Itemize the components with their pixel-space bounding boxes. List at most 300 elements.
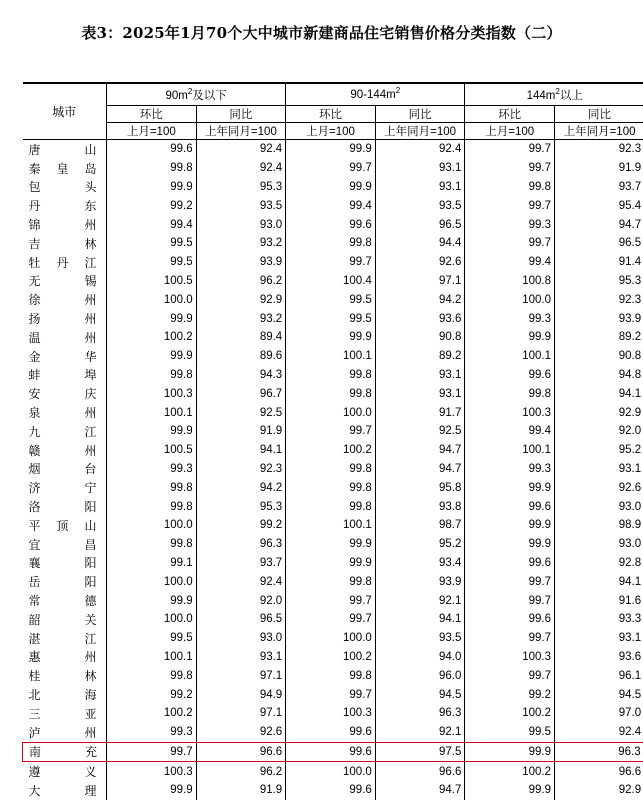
city-char: 包 xyxy=(28,180,41,195)
table-body xyxy=(23,140,643,800)
small-yoy-cell: 95.3 xyxy=(196,178,286,197)
city-char: 阳 xyxy=(84,500,97,515)
medium-yoy-cell: 96.0 xyxy=(375,666,465,685)
city-cell xyxy=(23,535,107,554)
large-yoy-cell: 98.9 xyxy=(554,516,643,535)
city-char: 赣 xyxy=(28,443,41,458)
city-char: 烟 xyxy=(28,462,41,477)
city-char: 吉 xyxy=(28,236,41,251)
medium-yoy-cell: 90.8 xyxy=(375,328,465,347)
medium-mom-cell: 99.8 xyxy=(286,572,376,591)
city-cell xyxy=(23,742,107,762)
large-yoy-cell: 93.3 xyxy=(554,610,643,629)
city-cell xyxy=(23,309,107,328)
table-row xyxy=(23,253,643,272)
small-yoy-cell: 94.3 xyxy=(196,366,286,385)
small-mom-cell: 99.9 xyxy=(107,309,197,328)
small-yoy-cell: 92.0 xyxy=(196,591,286,610)
city-name xyxy=(29,254,97,271)
table-row xyxy=(23,762,643,781)
city-cell xyxy=(23,272,107,291)
city-name xyxy=(29,197,97,214)
city-cell xyxy=(23,366,107,385)
city-char: 秦 xyxy=(28,161,41,176)
small-mom-cell: 100.3 xyxy=(107,384,197,403)
large-yoy-cell: 96.3 xyxy=(554,742,643,762)
city-name xyxy=(29,630,97,647)
city-name xyxy=(29,366,97,383)
large-yoy-cell: 91.4 xyxy=(554,253,643,272)
large-mom-cell: 100.0 xyxy=(465,290,555,309)
small-yoy-cell: 96.7 xyxy=(196,384,286,403)
large-mom-cell: 99.6 xyxy=(465,497,555,516)
medium-yoy-cell: 92.4 xyxy=(375,140,465,159)
city-char: 江 xyxy=(84,631,97,646)
city-char: 无 xyxy=(28,274,41,289)
medium-yoy-cell: 93.5 xyxy=(375,196,465,215)
medium-yoy-cell: 93.1 xyxy=(375,384,465,403)
small-yoy-cell: 93.2 xyxy=(196,309,286,328)
large-mom-cell: 99.5 xyxy=(465,723,555,742)
small-mom-cell: 100.0 xyxy=(107,290,197,309)
table-row xyxy=(23,516,643,535)
medium-mom-cell: 99.5 xyxy=(286,290,376,309)
small-yoy-cell: 94.9 xyxy=(196,685,286,704)
medium-mom-cell: 99.9 xyxy=(286,535,376,554)
city-name xyxy=(29,686,97,703)
city-char: 蚌 xyxy=(28,368,41,383)
table-row xyxy=(23,591,643,610)
small-yoy-cell: 97.1 xyxy=(196,704,286,723)
city-name xyxy=(29,348,97,365)
small-yoy-cell: 93.5 xyxy=(196,196,286,215)
city-name xyxy=(29,442,97,459)
large-yoy-cell: 93.9 xyxy=(554,309,643,328)
city-char: 头 xyxy=(84,180,97,195)
table-row xyxy=(23,272,643,291)
medium-mom-cell: 99.8 xyxy=(286,666,376,685)
mom-base: 上月=100 xyxy=(107,123,197,140)
large-mom-cell: 99.3 xyxy=(465,215,555,234)
table-row xyxy=(23,234,643,253)
city-cell xyxy=(23,554,107,573)
small-mom-cell: 99.8 xyxy=(107,478,197,497)
small-mom-cell: 100.2 xyxy=(107,704,197,723)
small-mom-cell: 99.9 xyxy=(107,781,197,800)
small-yoy-cell: 99.2 xyxy=(196,516,286,535)
small-mom-cell: 100.1 xyxy=(107,403,197,422)
mom-header: 环比 xyxy=(107,106,197,123)
group-header-medium: $90-144m^2$ xyxy=(286,83,465,106)
medium-mom-cell: 99.6 xyxy=(286,723,376,742)
small-mom-cell: 99.8 xyxy=(107,666,197,685)
city-name xyxy=(29,479,97,496)
city-cell xyxy=(23,666,107,685)
mom-base: 上月=100 xyxy=(465,123,555,140)
table-row xyxy=(23,347,643,366)
medium-mom-cell: 100.2 xyxy=(286,441,376,460)
small-yoy-cell: 89.4 xyxy=(196,328,286,347)
large-mom-cell: 99.7 xyxy=(465,666,555,685)
city-cell xyxy=(23,516,107,535)
large-mom-cell: 99.7 xyxy=(465,140,555,159)
medium-yoy-cell: 93.1 xyxy=(375,366,465,385)
medium-mom-cell: 100.1 xyxy=(286,516,376,535)
city-char: 林 xyxy=(84,236,97,251)
medium-yoy-cell: 97.1 xyxy=(375,272,465,291)
city-name xyxy=(29,667,97,684)
city-char: 九 xyxy=(28,424,41,439)
small-mom-cell: 99.9 xyxy=(107,422,197,441)
city-char: 唐 xyxy=(28,142,41,157)
medium-yoy-cell: 94.7 xyxy=(375,460,465,479)
city-name xyxy=(29,705,97,722)
city-char: 惠 xyxy=(28,650,41,665)
medium-yoy-cell: 94.1 xyxy=(375,610,465,629)
medium-yoy-cell: 94.7 xyxy=(375,441,465,460)
medium-yoy-cell: 92.1 xyxy=(375,591,465,610)
large-yoy-cell: 93.1 xyxy=(554,460,643,479)
city-char: 洛 xyxy=(28,500,41,515)
small-mom-cell: 99.8 xyxy=(107,535,197,554)
small-yoy-cell: 93.0 xyxy=(196,629,286,648)
city-cell xyxy=(23,140,107,159)
city-cell xyxy=(23,159,107,178)
city-char: 顶 xyxy=(56,518,69,533)
medium-mom-cell: 99.8 xyxy=(286,460,376,479)
table-row xyxy=(23,648,643,667)
medium-yoy-cell: 94.2 xyxy=(375,290,465,309)
city-char: 济 xyxy=(28,481,41,496)
city-cell xyxy=(23,234,107,253)
large-yoy-cell: 93.1 xyxy=(554,629,643,648)
table-row xyxy=(23,572,643,591)
table-row xyxy=(23,403,643,422)
small-yoy-cell: 96.3 xyxy=(196,535,286,554)
city-char: 亚 xyxy=(84,706,97,721)
table-row xyxy=(23,422,643,441)
city-char: 襄 xyxy=(28,556,41,571)
medium-yoy-cell: 98.7 xyxy=(375,516,465,535)
city-char: 州 xyxy=(84,293,97,308)
city-name xyxy=(29,329,97,346)
medium-mom-cell: 99.6 xyxy=(286,781,376,800)
small-yoy-cell: 92.4 xyxy=(196,572,286,591)
city-cell xyxy=(23,196,107,215)
large-yoy-cell: 92.6 xyxy=(554,478,643,497)
small-yoy-cell: 93.1 xyxy=(196,648,286,667)
medium-yoy-cell: 92.5 xyxy=(375,422,465,441)
city-char: 江 xyxy=(84,424,97,439)
city-name xyxy=(29,160,97,177)
small-yoy-cell: 92.4 xyxy=(196,140,286,159)
city-char: 北 xyxy=(28,688,41,702)
large-mom-cell: 99.9 xyxy=(465,781,555,800)
city-cell xyxy=(23,497,107,516)
small-mom-cell: 100.5 xyxy=(107,441,197,460)
large-yoy-cell: 95.2 xyxy=(554,441,643,460)
city-cell xyxy=(23,629,107,648)
city-cell xyxy=(23,384,107,403)
city-cell xyxy=(23,685,107,704)
city-cell xyxy=(23,347,107,366)
city-cell xyxy=(23,723,107,742)
large-yoy-cell: 95.4 xyxy=(554,196,643,215)
small-mom-cell: 100.2 xyxy=(107,328,197,347)
city-char: 东 xyxy=(84,199,97,214)
group-header-small: $90m^2$及以下 xyxy=(107,83,286,106)
small-mom-cell: 99.5 xyxy=(107,234,197,253)
city-name xyxy=(29,291,97,308)
large-mom-cell: 99.9 xyxy=(465,328,555,347)
table-row-highlighted xyxy=(23,742,643,762)
city-char: 州 xyxy=(84,312,97,327)
medium-yoy-cell: 94.7 xyxy=(375,781,465,800)
small-yoy-cell: 92.3 xyxy=(196,460,286,479)
city-char: 林 xyxy=(84,669,97,684)
city-name xyxy=(29,536,97,553)
city-char: 徐 xyxy=(28,293,41,308)
medium-mom-cell: 99.4 xyxy=(286,196,376,215)
city-char: 泉 xyxy=(28,406,41,421)
medium-yoy-cell: 95.8 xyxy=(375,478,465,497)
medium-mom-cell: 99.7 xyxy=(286,253,376,272)
city-char: 韶 xyxy=(28,612,41,627)
city-char: 湛 xyxy=(28,631,41,646)
medium-mom-cell: 99.6 xyxy=(286,742,376,762)
city-char: 山 xyxy=(84,518,97,533)
large-mom-cell: 99.7 xyxy=(465,196,555,215)
table-row xyxy=(23,384,643,403)
small-mom-cell: 99.9 xyxy=(107,347,197,366)
price-index-table xyxy=(22,82,643,800)
large-yoy-cell: 92.9 xyxy=(554,781,643,800)
city-char: 三 xyxy=(28,706,41,721)
table-row xyxy=(23,290,643,309)
city-char: 锦 xyxy=(28,218,41,233)
city-char: 州 xyxy=(84,406,97,421)
city-cell xyxy=(23,215,107,234)
city-char: 华 xyxy=(84,349,97,364)
medium-yoy-cell: 96.3 xyxy=(375,704,465,723)
city-name xyxy=(29,423,97,440)
city-name xyxy=(29,404,97,421)
city-char: 锡 xyxy=(84,274,97,289)
large-mom-cell: 99.6 xyxy=(465,554,555,573)
city-cell xyxy=(23,290,107,309)
table-row xyxy=(23,497,643,516)
large-yoy-cell: 92.3 xyxy=(554,140,643,159)
city-cell xyxy=(23,178,107,197)
city-char: 宜 xyxy=(28,537,41,552)
city-name xyxy=(29,460,97,477)
large-yoy-cell: 93.0 xyxy=(554,535,643,554)
table-row xyxy=(23,460,643,479)
small-mom-cell: 99.8 xyxy=(107,497,197,516)
small-yoy-cell: 96.5 xyxy=(196,610,286,629)
table-row xyxy=(23,178,643,197)
city-cell xyxy=(23,762,107,781)
medium-yoy-cell: 93.1 xyxy=(375,178,465,197)
city-char: 安 xyxy=(28,387,41,402)
medium-yoy-cell: 93.5 xyxy=(375,629,465,648)
large-yoy-cell: 92.4 xyxy=(554,723,643,742)
large-yoy-cell: 91.9 xyxy=(554,159,643,178)
city-char: 州 xyxy=(84,218,97,233)
medium-mom-cell: 99.7 xyxy=(286,685,376,704)
small-yoy-cell: 96.2 xyxy=(196,762,286,781)
large-mom-cell: 100.8 xyxy=(465,272,555,291)
yoy-base: 上年同月=100 xyxy=(196,123,286,140)
large-yoy-cell: 92.0 xyxy=(554,422,643,441)
city-name xyxy=(29,141,97,158)
small-mom-cell: 99.2 xyxy=(107,196,197,215)
small-mom-cell: 99.1 xyxy=(107,554,197,573)
large-mom-cell: 100.1 xyxy=(465,347,555,366)
city-name xyxy=(29,573,97,590)
medium-mom-cell: 100.4 xyxy=(286,272,376,291)
table-row xyxy=(23,610,643,629)
city-char: 关 xyxy=(84,612,97,627)
small-mom-cell: 100.0 xyxy=(107,516,197,535)
large-mom-cell: 99.7 xyxy=(465,572,555,591)
city-char: 州 xyxy=(84,330,97,345)
large-mom-cell: 99.9 xyxy=(465,535,555,554)
medium-mom-cell: 99.8 xyxy=(286,478,376,497)
mom-header: 环比 xyxy=(286,106,376,123)
medium-mom-cell: 100.3 xyxy=(286,704,376,723)
city-cell xyxy=(23,704,107,723)
large-yoy-cell: 94.8 xyxy=(554,366,643,385)
medium-mom-cell: 99.7 xyxy=(286,610,376,629)
yoy-base: 上年同月=100 xyxy=(554,123,643,140)
city-char: 牡 xyxy=(28,255,41,270)
small-yoy-cell: 92.6 xyxy=(196,723,286,742)
large-mom-cell: 99.6 xyxy=(465,366,555,385)
large-mom-cell: 100.2 xyxy=(465,762,555,781)
city-char: 泸 xyxy=(28,725,41,740)
small-mom-cell: 99.9 xyxy=(107,591,197,610)
table-row xyxy=(23,554,643,573)
small-mom-cell: 100.1 xyxy=(107,648,197,667)
city-char: 州 xyxy=(84,443,97,458)
city-char: 义 xyxy=(84,765,97,780)
medium-mom-cell: 99.9 xyxy=(286,554,376,573)
large-yoy-cell: 96.1 xyxy=(554,666,643,685)
small-yoy-cell: 96.6 xyxy=(196,742,286,762)
table-row xyxy=(23,535,643,554)
medium-mom-cell: 99.5 xyxy=(286,309,376,328)
city-cell xyxy=(23,253,107,272)
small-yoy-cell: 93.9 xyxy=(196,253,286,272)
city-char: 岳 xyxy=(28,575,41,590)
city-name xyxy=(29,554,97,571)
city-char: 丹 xyxy=(56,255,69,270)
medium-yoy-cell: 92.6 xyxy=(375,253,465,272)
small-mom-cell: 99.3 xyxy=(107,460,197,479)
city-char: 平 xyxy=(28,518,41,533)
city-char: 江 xyxy=(84,255,97,270)
yoy-base: 上年同月=100 xyxy=(375,123,465,140)
mom-header: 环比 xyxy=(465,106,555,123)
table-row xyxy=(23,328,643,347)
city-name xyxy=(29,310,97,327)
city-char: 德 xyxy=(84,594,97,609)
large-yoy-cell: 89.2 xyxy=(554,328,643,347)
medium-mom-cell: 100.0 xyxy=(286,629,376,648)
medium-yoy-cell: 96.5 xyxy=(375,215,465,234)
medium-yoy-cell: 94.0 xyxy=(375,648,465,667)
city-char: 常 xyxy=(28,594,41,609)
small-yoy-cell: 91.9 xyxy=(196,781,286,800)
medium-mom-cell: 100.0 xyxy=(286,762,376,781)
city-name xyxy=(29,385,97,402)
city-name xyxy=(29,178,97,195)
city-cell xyxy=(23,441,107,460)
small-yoy-cell: 93.7 xyxy=(196,554,286,573)
city-cell xyxy=(23,572,107,591)
city-name xyxy=(29,724,97,741)
city-cell xyxy=(23,422,107,441)
small-yoy-cell: 92.4 xyxy=(196,159,286,178)
medium-mom-cell: 100.1 xyxy=(286,347,376,366)
small-mom-cell: 99.9 xyxy=(107,178,197,197)
large-yoy-cell: 90.8 xyxy=(554,347,643,366)
table-row xyxy=(23,140,643,159)
large-mom-cell: 99.9 xyxy=(465,742,555,762)
medium-yoy-cell: 95.2 xyxy=(375,535,465,554)
large-yoy-cell: 94.1 xyxy=(554,384,643,403)
city-char: 台 xyxy=(84,462,97,477)
group-header-large: $144m^2$以上 xyxy=(465,83,643,106)
medium-yoy-cell: 93.8 xyxy=(375,497,465,516)
medium-mom-cell: 99.9 xyxy=(286,328,376,347)
small-mom-cell: 99.5 xyxy=(107,253,197,272)
medium-mom-cell: 99.8 xyxy=(286,234,376,253)
city-name xyxy=(29,517,97,534)
city-char: 丹 xyxy=(28,199,41,214)
table-row xyxy=(23,441,643,460)
city-cell xyxy=(23,648,107,667)
city-char: 金 xyxy=(28,349,41,364)
small-mom-cell: 99.6 xyxy=(107,140,197,159)
city-cell xyxy=(23,610,107,629)
mom-base: 上月=100 xyxy=(286,123,376,140)
city-char: 埠 xyxy=(84,368,97,383)
small-yoy-cell: 93.0 xyxy=(196,215,286,234)
medium-mom-cell: 99.7 xyxy=(286,591,376,610)
city-char: 阳 xyxy=(84,575,97,590)
city-char: 南 xyxy=(29,745,42,760)
city-char: 皇 xyxy=(56,161,69,176)
large-yoy-cell: 97.0 xyxy=(554,704,643,723)
large-mom-cell: 99.7 xyxy=(465,234,555,253)
large-mom-cell: 99.8 xyxy=(465,178,555,197)
city-name xyxy=(29,648,97,665)
small-mom-cell: 99.2 xyxy=(107,685,197,704)
table-row xyxy=(23,309,643,328)
city-char: 温 xyxy=(28,330,41,345)
city-name xyxy=(29,763,97,780)
small-mom-cell: 100.0 xyxy=(107,610,197,629)
large-yoy-cell: 92.9 xyxy=(554,403,643,422)
medium-yoy-cell: 89.2 xyxy=(375,347,465,366)
large-yoy-cell: 93.7 xyxy=(554,178,643,197)
table-row xyxy=(23,723,643,742)
city-char: 充 xyxy=(84,745,97,760)
small-mom-cell: 100.5 xyxy=(107,272,197,291)
large-yoy-cell: 91.6 xyxy=(554,591,643,610)
